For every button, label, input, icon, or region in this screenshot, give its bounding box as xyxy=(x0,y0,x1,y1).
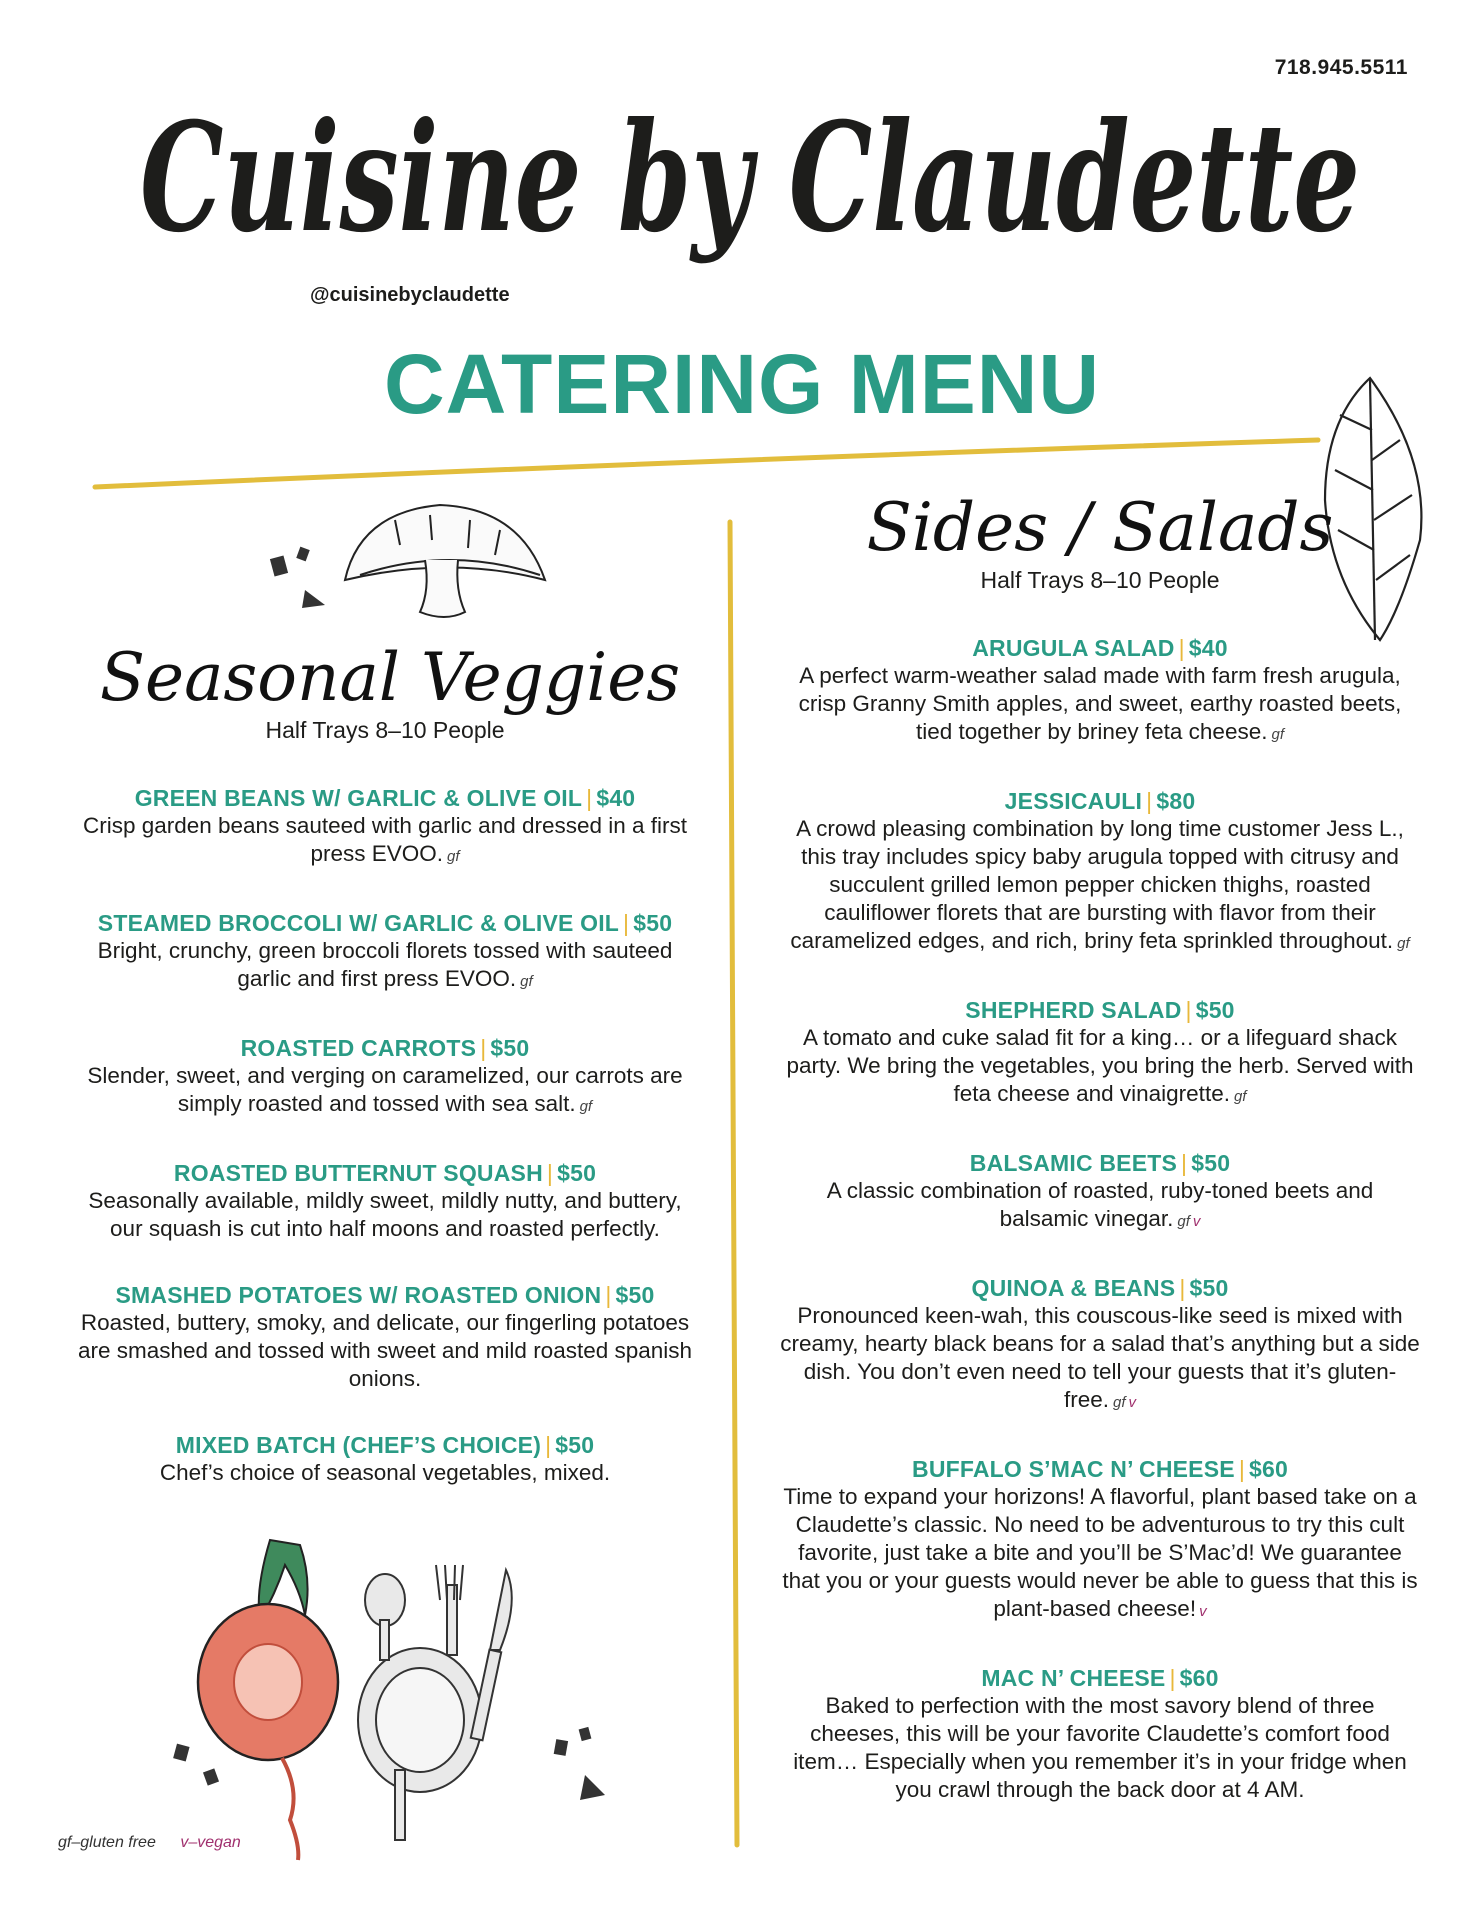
menu-item-price: $50 xyxy=(557,1160,597,1186)
menu-item-price: $50 xyxy=(633,910,673,936)
description-text: Slender, sweet, and verging on caramelized, our carrots are simply roasted and tossed with sea salt. xyxy=(87,1063,683,1116)
menu-item-price: $50 xyxy=(1191,1150,1231,1176)
description-text: Pronounced keen-wah, this couscous-like seed is mixed with creamy, hearty black beans for a salad that’s anything but a side dish. You don’t even need to tell your guests that it’s gluten-free. xyxy=(780,1303,1420,1412)
gluten-free-tag: gf xyxy=(579,1098,593,1115)
section-title-seasonal-veggies: Seasonal Veggies xyxy=(99,639,681,716)
menu-item-heading xyxy=(780,1274,1420,1302)
menu-item-name: BALSAMIC BEETS xyxy=(969,1150,1178,1176)
social-handle: @cuisinebyclaudette xyxy=(310,284,510,306)
menu-item-name: ROASTED BUTTERNUT SQUASH xyxy=(173,1160,543,1186)
price-separator: | xyxy=(1179,1275,1186,1301)
menu-item xyxy=(780,996,1420,1111)
menu-item-heading xyxy=(70,1034,700,1062)
menu-item-name: BUFFALO S’MAC N’ CHEESE xyxy=(912,1456,1235,1482)
sides-salads-section xyxy=(780,490,1420,1842)
menu-item-price: $50 xyxy=(555,1432,595,1458)
plate-cutlery-icon xyxy=(358,1565,512,1840)
gluten-free-tag: gf xyxy=(1177,1213,1190,1230)
description-text: Bright, crunchy, green broccoli florets tossed with sauteed garlic and first press EVOO. xyxy=(97,938,673,991)
menu-item xyxy=(780,1274,1420,1417)
phone-number: 718.945.5511 xyxy=(1274,56,1408,79)
section-subtitle: Half Trays 8–10 People xyxy=(980,567,1220,593)
confetti-icon xyxy=(173,1727,605,1800)
description-text: Time to expand your horizons! A flavorful, plant based take on a Claudette’s classic. No need to be adventurous to try this cult favorite, just take a bite and you’ll be S’Mac’d! We guarantee that you or your guests would never be able to guess that this is plant-based cheese! xyxy=(782,1484,1418,1621)
gluten-free-tag: gf xyxy=(1113,1394,1126,1411)
menu-item-description xyxy=(780,1177,1420,1236)
menu-item-description xyxy=(70,812,700,871)
description-text: Seasonally available, mildly sweet, mildly nutty, and buttery, our squash is cut into half moons and roasted perfectly. xyxy=(88,1188,682,1241)
menu-item-heading xyxy=(70,784,700,812)
menu-item-heading xyxy=(70,1159,700,1187)
menu-item-description xyxy=(70,1309,700,1393)
menu-item xyxy=(70,909,700,996)
menu-item-name: MAC N’ CHEESE xyxy=(981,1665,1166,1691)
menu-item-price: $50 xyxy=(1189,1275,1229,1301)
menu-item-heading xyxy=(70,1431,700,1459)
menu-item-heading xyxy=(780,1149,1420,1177)
menu-item-heading xyxy=(780,634,1420,662)
menu-item-description xyxy=(780,662,1420,749)
menu-item-price: $40 xyxy=(596,785,636,811)
menu-item-description xyxy=(780,815,1420,958)
menu-item-price: $80 xyxy=(1156,788,1196,814)
menu-item-name: SMASHED POTATOES W/ ROASTED ONION xyxy=(115,1282,602,1308)
description-text: Crisp garden beans sauteed with garlic and dressed in a first press EVOO. xyxy=(82,813,688,866)
column-divider xyxy=(730,522,737,1845)
price-separator: | xyxy=(1178,635,1185,661)
menu-item-name: SHEPHERD SALAD xyxy=(965,997,1182,1023)
menu-item-description xyxy=(780,1692,1420,1804)
menu-item-description xyxy=(70,1187,700,1243)
price-separator: | xyxy=(1169,1665,1176,1691)
price-separator: | xyxy=(586,785,593,811)
legend-gluten-free: gf–gluten free xyxy=(58,1834,156,1851)
menu-item xyxy=(70,1431,700,1487)
menu-item-heading xyxy=(780,1455,1420,1483)
menu-item-description xyxy=(70,937,700,996)
price-separator: | xyxy=(1181,1150,1188,1176)
page-title: CATERING MENU xyxy=(383,337,1101,431)
menu-item xyxy=(780,1455,1420,1626)
menu-item-heading xyxy=(70,1281,700,1309)
gluten-free-tag: gf xyxy=(1397,935,1410,952)
menu-item-heading xyxy=(780,1664,1420,1692)
menu-item-name: ROASTED CARROTS xyxy=(240,1035,477,1061)
price-separator: | xyxy=(545,1432,552,1458)
menu-item-price: $50 xyxy=(490,1035,530,1061)
menu-item xyxy=(780,787,1420,958)
vegan-tag: v xyxy=(1128,1394,1137,1411)
menu-item-price: $60 xyxy=(1179,1665,1219,1691)
description-text: Chef’s choice of seasonal vegetables, mixed. xyxy=(159,1460,611,1485)
menu-item-price: $50 xyxy=(1195,997,1235,1023)
menu-item-heading xyxy=(780,787,1420,815)
menu-item-name: GREEN BEANS W/ GARLIC & OLIVE OIL xyxy=(134,785,583,811)
menu-item-name: JESSICAULI xyxy=(1004,788,1143,814)
dietary-legend xyxy=(58,1834,241,1852)
menu-item-heading xyxy=(70,909,700,937)
menu-item-price: $40 xyxy=(1188,635,1228,661)
price-separator: | xyxy=(623,910,630,936)
description-text: Roasted, buttery, smoky, and delicate, our fingerling potatoes are smashed and tossed with sweet and mild roasted spanish onions. xyxy=(77,1310,693,1391)
brand-wordmark: Cuisine by Claudette xyxy=(140,90,1360,266)
menu-item-description xyxy=(780,1483,1420,1626)
menu-item-heading xyxy=(780,996,1420,1024)
price-separator: | xyxy=(546,1160,554,1186)
gluten-free-tag: gf xyxy=(520,973,533,990)
section-subtitle: Half Trays 8–10 People xyxy=(265,717,505,743)
gluten-free-tag: gf xyxy=(1271,726,1284,743)
legend-vegan: v–vegan xyxy=(180,1834,241,1851)
price-separator: | xyxy=(1146,788,1153,814)
menu-item-name: STEAMED BROCCOLI W/ GARLIC & OLIVE OIL xyxy=(97,910,620,936)
section-title-sides-salads: Sides / Salads xyxy=(866,489,1334,566)
menu-item xyxy=(70,1159,700,1243)
menu-item xyxy=(70,1034,700,1121)
description-text: Baked to perfection with the most savory blend of three cheeses, this will be your favorite Claudette’s comfort food item… Especially when you remember it’s in your fridge when you crawl through the back door at 4 AM. xyxy=(793,1693,1407,1802)
menu-item-price: $60 xyxy=(1249,1456,1288,1482)
description-text: A perfect warm-weather salad made with farm fresh arugula, crisp Granny Smith apples, and sweet, earthy roasted beets, tied together by briney feta cheese. xyxy=(798,663,1402,744)
price-separator: | xyxy=(480,1035,487,1061)
menu-list xyxy=(780,634,1420,1804)
description-text: A classic combination of roasted, ruby-toned beets and balsamic vinegar. xyxy=(826,1178,1374,1231)
menu-item-name: MIXED BATCH (CHEF’S CHOICE) xyxy=(175,1432,542,1458)
menu-item-description xyxy=(70,1062,700,1121)
menu-list xyxy=(70,784,700,1487)
mushroom-icon xyxy=(345,505,545,617)
menu-item-description xyxy=(780,1302,1420,1417)
menu-item-price: $50 xyxy=(615,1282,655,1308)
menu-item-name: ARUGULA SALAD xyxy=(972,635,1175,661)
menu-item xyxy=(780,1149,1420,1236)
menu-item xyxy=(70,1281,700,1393)
price-separator: | xyxy=(1238,1456,1245,1482)
gluten-free-tag: gf xyxy=(447,848,460,865)
gold-rule xyxy=(95,440,1318,487)
price-separator: | xyxy=(1185,997,1192,1023)
description-text: A tomato and cuke salad fit for a king… or a lifeguard shack party. We bring the vegetables, you bring the herb. Served with feta cheese and vinaigrette. xyxy=(786,1025,1414,1106)
menu-item-name: QUINOA & BEANS xyxy=(971,1275,1176,1301)
confetti-icon xyxy=(270,547,325,608)
menu-item-description xyxy=(780,1024,1420,1111)
menu-item-description xyxy=(70,1459,700,1487)
price-separator: | xyxy=(605,1282,612,1308)
menu-item xyxy=(70,784,700,871)
menu-item xyxy=(780,634,1420,749)
description-text: A crowd pleasing combination by long time customer Jess L., this tray includes spicy baby arugula topped with citrusy and succulent grilled lemon pepper chicken thighs, roasted cauliflower florets that are bursting with flavor from their caramelized edges, and rich, briny feta sprinkled throughout. xyxy=(790,816,1404,953)
menu-item xyxy=(780,1664,1420,1804)
vegan-tag: v xyxy=(1199,1603,1207,1620)
seasonal-veggies-section xyxy=(70,640,700,1525)
gluten-free-tag: gf xyxy=(1233,1088,1247,1105)
beet-icon xyxy=(198,1540,338,1860)
vegan-tag: v xyxy=(1192,1213,1201,1230)
